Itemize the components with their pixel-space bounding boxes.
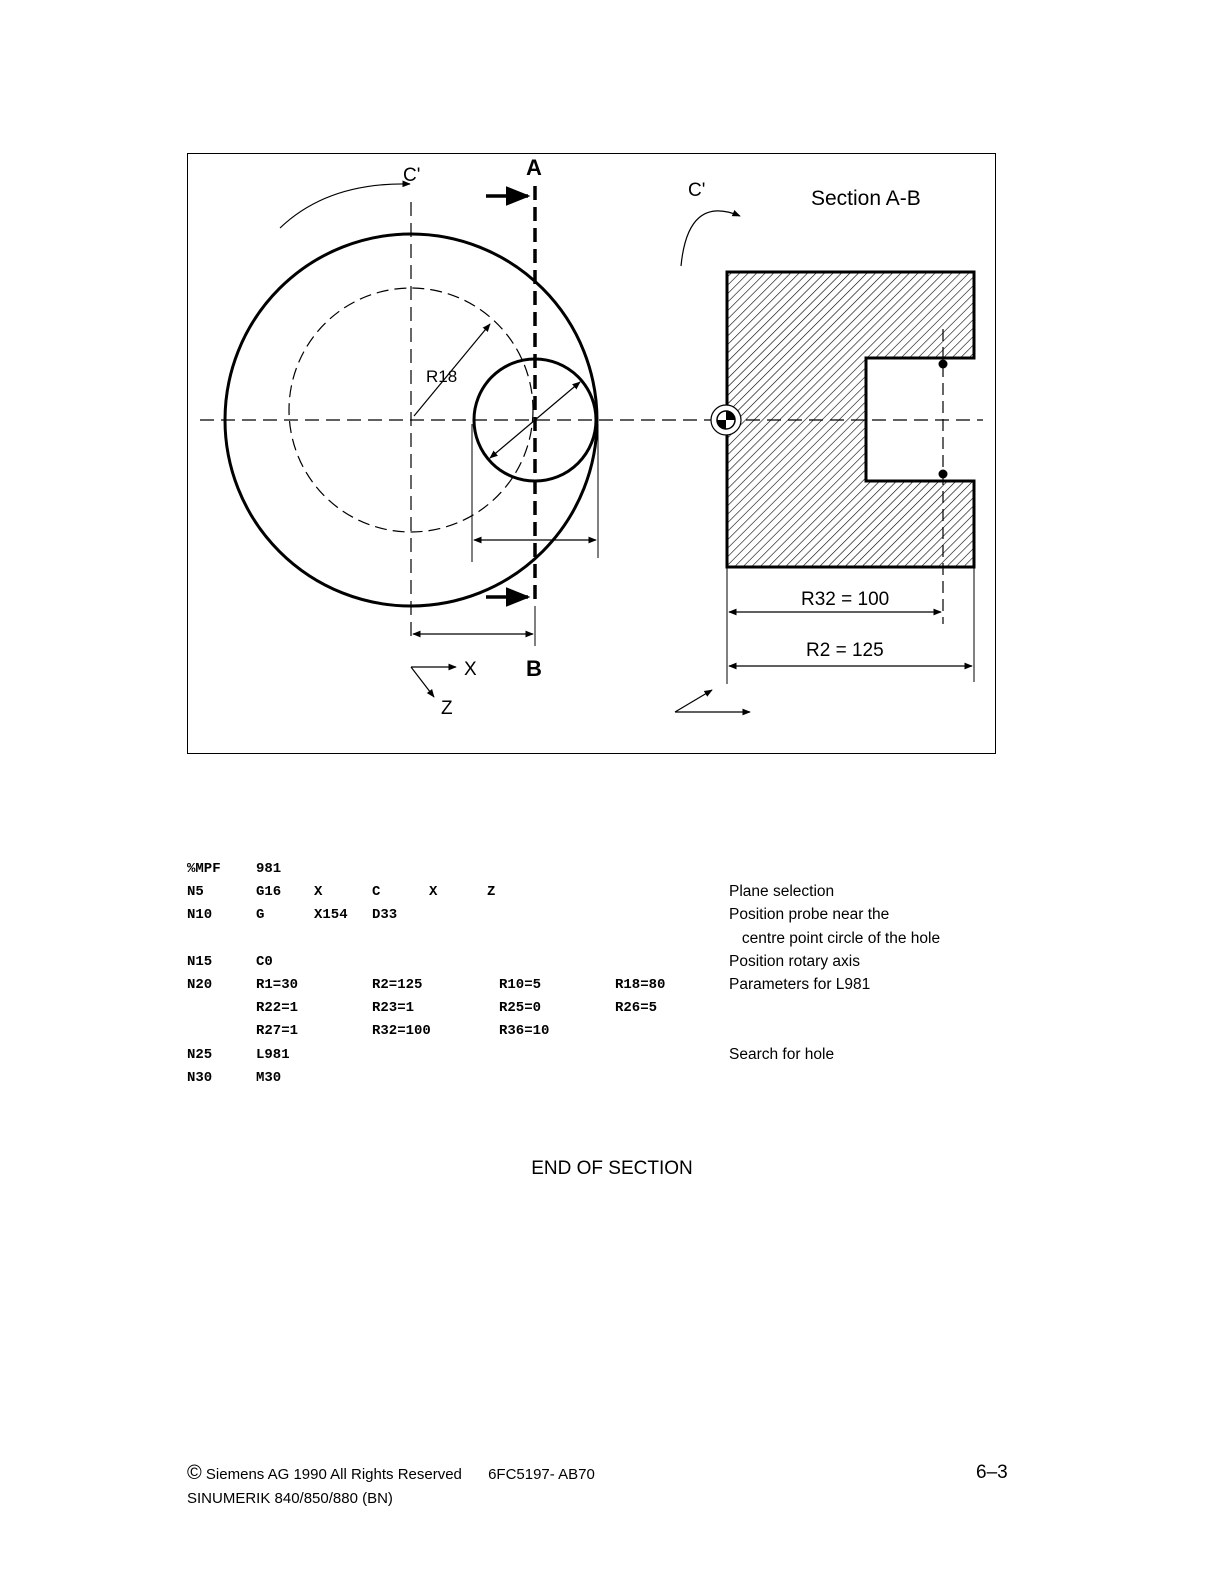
c-prime-left-label: C'	[403, 165, 421, 186]
page-number: 6–3	[976, 1462, 1008, 1483]
rotation-arrow-left	[280, 184, 410, 228]
r18-label: R18	[426, 367, 458, 386]
program-word: Z	[487, 884, 496, 901]
program-word: R23=1	[372, 1000, 415, 1017]
axis-z-arrow	[411, 667, 434, 697]
program-word: R25=0	[499, 1000, 542, 1017]
product-name: SINUMERIK 840/850/880 (BN)	[187, 1490, 393, 1507]
block-number: N10	[187, 907, 213, 924]
end-of-section: END OF SECTION	[531, 1158, 693, 1179]
program-word: R10=5	[499, 976, 542, 993]
program-word: G16	[256, 884, 282, 901]
program-word: X	[314, 884, 323, 901]
program-word: G	[256, 907, 265, 924]
program-row	[187, 953, 1017, 976]
r2-label: R2 = 125	[806, 640, 884, 661]
program-word: R1=30	[256, 976, 299, 993]
program-word: X	[429, 884, 438, 901]
section-b-label: B	[526, 656, 542, 681]
program-comment: Plane selection	[729, 883, 835, 901]
axis-symbol-right-diag	[675, 690, 712, 712]
program-word: R32=100	[372, 1023, 431, 1040]
program-word: R26=5	[615, 1000, 658, 1017]
c-prime-right-label: C'	[688, 180, 706, 201]
program-row	[187, 1069, 1017, 1092]
axis-x-label: X	[464, 659, 477, 680]
rotation-arrow-right	[681, 211, 740, 266]
program-row	[187, 883, 1017, 906]
page-footer	[187, 1462, 595, 1507]
program-row	[187, 999, 1017, 1022]
program-row	[187, 976, 1017, 999]
document-code: 6FC5197- AB70	[488, 1466, 595, 1483]
program-comment: Position probe near the	[729, 906, 890, 924]
block-number: N30	[187, 1069, 213, 1086]
block-number: N25	[187, 1046, 213, 1063]
program-word: C0	[256, 953, 273, 970]
copyright-text: Siemens AG 1990 All Rights Reserved	[205, 1466, 462, 1483]
pitch-circle	[289, 288, 533, 532]
program-word: D33	[372, 907, 398, 924]
program-word: R18=80	[615, 976, 666, 993]
program-word: R22=1	[256, 1000, 299, 1017]
program-row	[187, 906, 1017, 929]
program-word: X154	[314, 907, 348, 924]
program-word: R2=125	[372, 976, 423, 993]
technical-drawing	[187, 153, 996, 754]
program-word: R36=10	[499, 1023, 550, 1040]
program-word: M30	[256, 1069, 282, 1086]
program-row	[187, 1046, 1017, 1069]
axis-z-label: Z	[441, 698, 453, 719]
drawing-svg	[188, 154, 997, 755]
contact-point-bottom	[939, 470, 948, 479]
block-number: N20	[187, 976, 213, 993]
copyright-symbol: ©	[187, 1462, 202, 1484]
block-number: N5	[187, 884, 204, 901]
program-row	[187, 860, 1017, 883]
r32-label: R32 = 100	[801, 589, 890, 610]
program-row	[187, 930, 1017, 953]
program-word: L981	[256, 1046, 290, 1063]
program-word: 981	[256, 861, 282, 877]
section-title: Section A-B	[811, 187, 921, 210]
program-comment: Position rotary axis	[729, 952, 860, 970]
program-word: R27=1	[256, 1023, 299, 1040]
program-comment: centre point circle of the hole	[729, 929, 941, 947]
program-comment: Parameters for L981	[729, 975, 871, 993]
contact-point-top	[939, 360, 948, 369]
program-word: C	[372, 884, 381, 901]
nc-program-listing	[187, 860, 1017, 1092]
block-number: N15	[187, 953, 213, 970]
block-number: %MPF	[187, 861, 221, 877]
section-a-label: A	[526, 155, 542, 180]
program-row	[187, 1022, 1017, 1045]
program-comment: Search for hole	[729, 1045, 835, 1063]
